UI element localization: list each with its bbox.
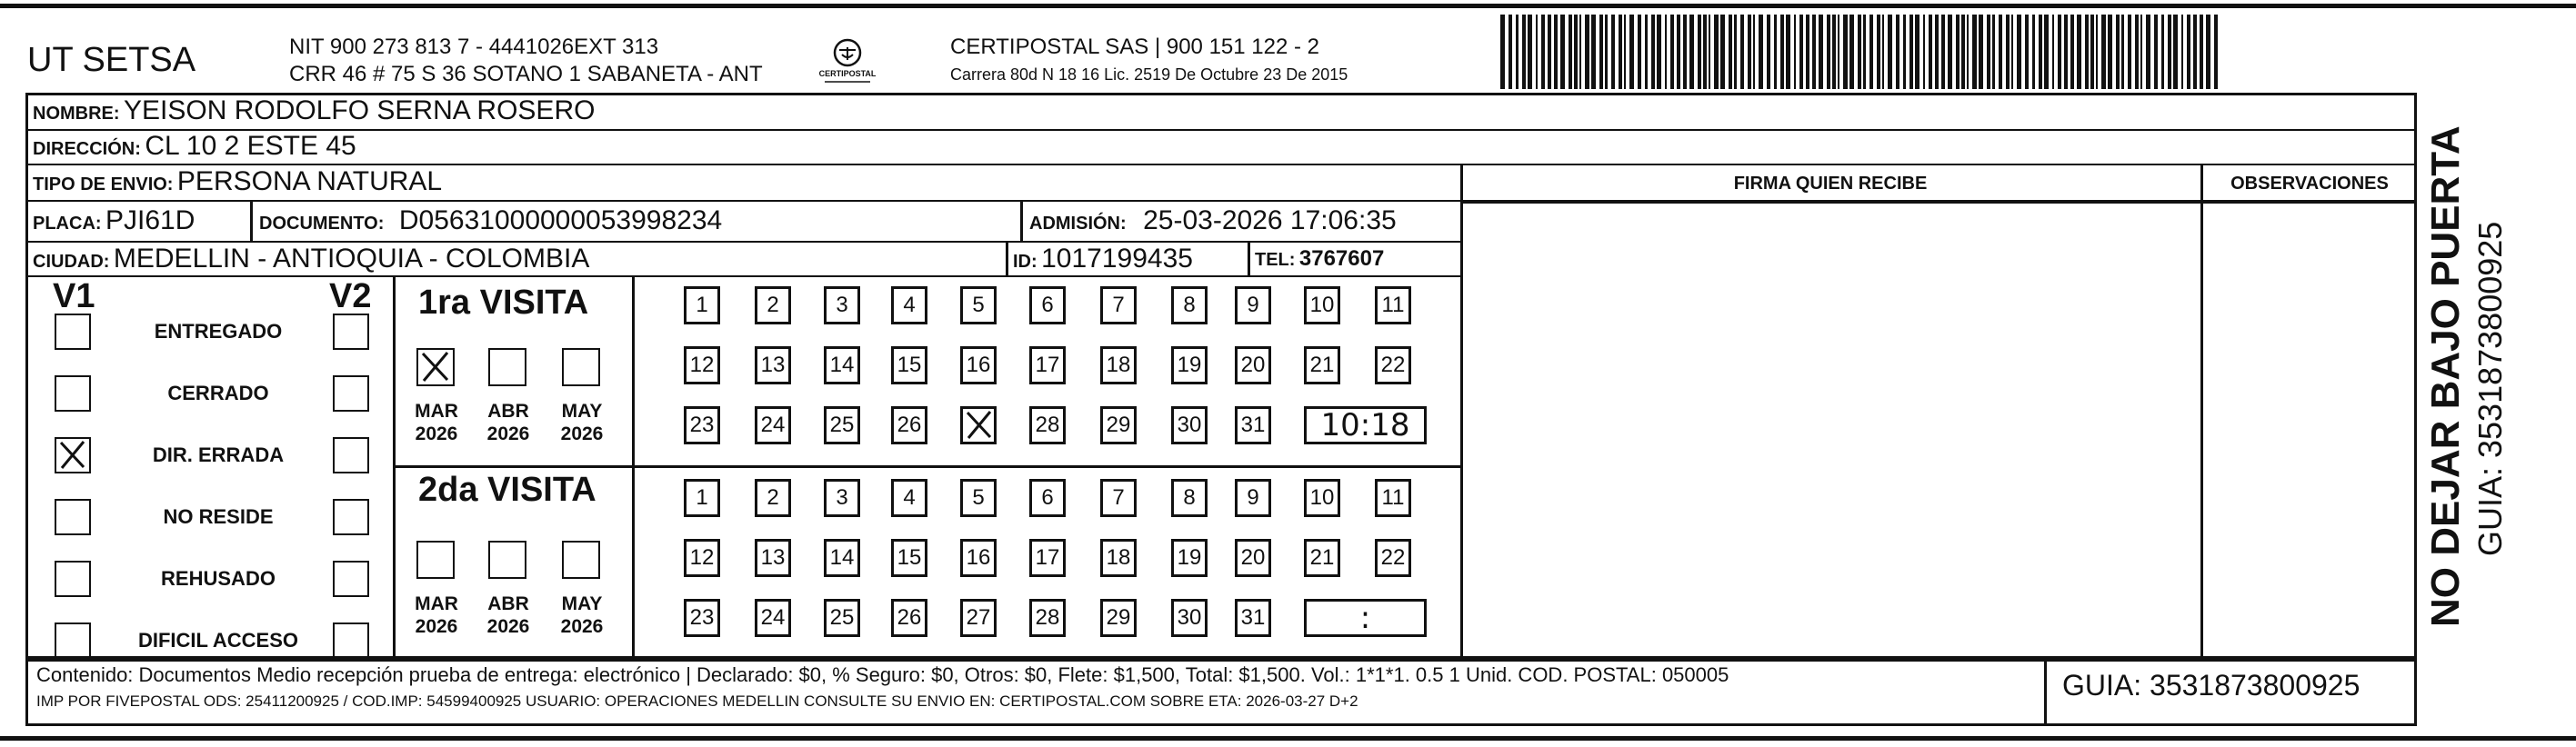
- day-box-20[interactable]: 20: [1235, 539, 1271, 577]
- month-checkbox-abr[interactable]: [488, 541, 526, 579]
- v2-label: V2: [329, 277, 372, 315]
- day-box-30[interactable]: 30: [1171, 406, 1208, 444]
- firma-label: FIRMA QUIEN RECIBE: [1733, 174, 1928, 194]
- day-box-3[interactable]: 3: [824, 286, 860, 324]
- day-box-26[interactable]: 26: [891, 406, 927, 444]
- address-line: CRR 46 # 75 S 36 SOTANO 1 SABANETA - ANT: [289, 62, 763, 86]
- first-visit-label: 1ra VISITA: [418, 284, 589, 322]
- day-box-24[interactable]: 24: [755, 406, 791, 444]
- v1-checkbox-6[interactable]: [55, 622, 91, 659]
- documento-label: DOCUMENTO:: [259, 214, 385, 234]
- status-option-label: NO RESIDE: [163, 505, 274, 528]
- day-box-25[interactable]: 25: [824, 406, 860, 444]
- day-box-14[interactable]: 14: [824, 346, 860, 384]
- documento-field: [259, 205, 722, 241]
- month-checkbox-may[interactable]: [562, 541, 600, 579]
- footer-print-info: IMP POR FIVEPOSTAL ODS: 25411200925 / COD.IMP: 54599400925 USUARIO: OPERACIONES MEDELLIN CONSULTE SU ENVIO EN: CERTIPOSTAL.COM SOBRE ETA: 2026-03-27 D+2: [36, 692, 1358, 710]
- footer-top-rule: [25, 656, 2417, 659]
- day-box-13[interactable]: 13: [755, 539, 791, 577]
- nombre-label: NOMBRE:: [33, 104, 120, 124]
- status-option-label: DIR. ERRADA: [152, 443, 285, 466]
- no-dejar-warning: NO DEJAR BAJO PUERTA: [2423, 125, 2468, 627]
- day-box-18[interactable]: 18: [1100, 346, 1137, 384]
- side-guia-number: GUIA: 3531873800925: [2471, 221, 2509, 556]
- x-mark-icon: [418, 350, 453, 384]
- tipo-envio-field: [33, 166, 442, 202]
- day-box-27[interactable]: 27: [960, 599, 997, 637]
- day-box-29[interactable]: 29: [1100, 599, 1137, 637]
- nit-line: NIT 900 273 813 7 - 4441026EXT 313: [289, 35, 659, 59]
- day-box-4[interactable]: 4: [891, 479, 927, 517]
- day-box-22[interactable]: 22: [1375, 346, 1411, 384]
- v2-checkbox-5[interactable]: [333, 561, 369, 597]
- v2-checkbox-4[interactable]: [333, 499, 369, 535]
- row-divider: [25, 164, 2417, 165]
- tel-field: [1255, 244, 1384, 277]
- month-label: MAR 2026: [415, 401, 458, 444]
- day-box-8[interactable]: 8: [1171, 286, 1208, 324]
- day-box-31[interactable]: 31: [1235, 406, 1271, 444]
- day-box-25[interactable]: 25: [824, 599, 860, 637]
- certipostal-nit: CERTIPOSTAL SAS | 900 151 122 - 2: [950, 35, 1319, 59]
- guia-divider: [2044, 656, 2047, 725]
- day-box-11[interactable]: 11: [1375, 286, 1411, 324]
- status-option-label: ENTREGADO: [154, 320, 283, 343]
- month-label: MAY 2026: [560, 401, 604, 444]
- id-field: [1013, 244, 1193, 279]
- day-box-29[interactable]: 29: [1100, 406, 1137, 444]
- v2-checkbox-1[interactable]: [333, 314, 369, 350]
- certipostal-logo: [814, 35, 882, 89]
- nombre-value: YEISON RODOLFO SERNA ROSERO: [124, 95, 596, 125]
- second-visit-label: 2da VISITA: [418, 471, 596, 509]
- certipostal-license: Carrera 80d N 18 16 Lic. 2519 De Octubre 23 De 2015: [950, 65, 1348, 84]
- month-checkbox-may[interactable]: [562, 348, 600, 386]
- v1-checkbox-1[interactable]: [55, 314, 91, 350]
- day-box-23[interactable]: 23: [684, 599, 720, 637]
- v1-checkbox-5[interactable]: [55, 561, 91, 597]
- day-box-7[interactable]: 7: [1100, 286, 1137, 324]
- day-box-14[interactable]: 14: [824, 539, 860, 577]
- tipo-envio-label: TIPO DE ENVIO:: [33, 174, 174, 194]
- v2-checkbox-6[interactable]: [333, 622, 369, 659]
- day-box-26[interactable]: 26: [891, 599, 927, 637]
- ciudad-field: [33, 244, 589, 279]
- day-box-22[interactable]: 22: [1375, 539, 1411, 577]
- v2-checkbox-2[interactable]: [333, 375, 369, 412]
- day-box-8[interactable]: 8: [1171, 479, 1208, 517]
- placa-divider: [250, 202, 253, 243]
- day-box-19[interactable]: 19: [1171, 346, 1208, 384]
- day-box-4[interactable]: 4: [891, 286, 927, 324]
- month-checkbox-mar[interactable]: [416, 541, 455, 579]
- day-box-30[interactable]: 30: [1171, 599, 1208, 637]
- day-box-15[interactable]: 15: [891, 539, 927, 577]
- month-checkbox-mar[interactable]: [416, 348, 455, 386]
- v1-checkbox-2[interactable]: [55, 375, 91, 412]
- month-label: ABR 2026: [486, 593, 530, 637]
- day-box-13[interactable]: 13: [755, 346, 791, 384]
- admision-label: ADMISIÓN:: [1029, 214, 1127, 234]
- tel-divider: [1248, 241, 1250, 277]
- day-box-17[interactable]: 17: [1029, 346, 1066, 384]
- id-label: ID:: [1013, 252, 1037, 272]
- ciudad-value: MEDELLIN - ANTIOQUIA - COLOMBIA: [113, 244, 590, 274]
- admision-divider: [1020, 202, 1023, 243]
- svg-text:CERTIPOSTAL: CERTIPOSTAL: [818, 69, 877, 78]
- day-box-7[interactable]: 7: [1100, 479, 1137, 517]
- day-box-18[interactable]: 18: [1100, 539, 1137, 577]
- company-name: UT SETSA: [27, 41, 196, 79]
- day-box-19[interactable]: 19: [1171, 539, 1208, 577]
- x-mark-icon: [963, 409, 996, 442]
- day-box-21[interactable]: 21: [1304, 539, 1340, 577]
- day-box-31[interactable]: 31: [1235, 599, 1271, 637]
- day-box-15[interactable]: 15: [891, 346, 927, 384]
- visit-time-box[interactable]: 10:18: [1304, 406, 1427, 444]
- day-box-16[interactable]: 16: [960, 539, 997, 577]
- day-box-2[interactable]: 2: [755, 286, 791, 324]
- v1-checkbox-3[interactable]: [55, 437, 91, 473]
- signature-divider: [1460, 164, 1463, 660]
- tel-value: 3767607: [1298, 246, 1385, 271]
- day-box-12[interactable]: 12: [684, 539, 720, 577]
- signature-header-rule: [1460, 202, 2417, 204]
- barcode: [1500, 15, 2223, 89]
- day-box-10[interactable]: 10: [1304, 479, 1340, 517]
- day-box-10[interactable]: 10: [1304, 286, 1340, 324]
- footer-bottom-rule: [25, 723, 2417, 726]
- visit-time-box[interactable]: :: [1304, 599, 1427, 637]
- footer-right-rule: [2414, 656, 2417, 725]
- day-box-21[interactable]: 21: [1304, 346, 1340, 384]
- bottom-border: [0, 736, 2576, 741]
- certipostal-info: [950, 34, 1348, 88]
- direccion-label: DIRECCIÓN:: [33, 139, 141, 159]
- direccion-field: [33, 131, 356, 166]
- day-box-9[interactable]: 9: [1235, 286, 1271, 324]
- documento-value: D05631000000053998234: [398, 205, 723, 235]
- top-border: [0, 4, 2576, 8]
- day-box-11[interactable]: 11: [1375, 479, 1411, 517]
- day-box-9[interactable]: 9: [1235, 479, 1271, 517]
- row-divider: [25, 241, 1462, 243]
- v1-checkbox-4[interactable]: [55, 499, 91, 535]
- calendar-left-rule: [632, 277, 635, 657]
- day-box-27[interactable]: [960, 406, 997, 444]
- month-label: MAY 2026: [560, 593, 604, 637]
- placa-field: [33, 205, 195, 241]
- company-nit-block: [289, 34, 763, 88]
- footer-content: Contenido: Documentos Medio recepción prueba de entrega: electrónico | Declarado: $0, % Seguro: $0, Otros: $0, Flete: $1,500, Total: $1,500. Vol.: 1*1*1. 0.5 1 Unid. COD. POSTAL: 050005: [36, 663, 1729, 686]
- status-option-label: DIFICIL ACCESO: [137, 629, 298, 652]
- day-box-16[interactable]: 16: [960, 346, 997, 384]
- day-box-3[interactable]: 3: [824, 479, 860, 517]
- day-box-1[interactable]: 1: [684, 286, 720, 324]
- month-label: MAR 2026: [415, 593, 458, 637]
- direccion-value: CL 10 2 ESTE 45: [145, 131, 356, 161]
- id-value: 1017199435: [1041, 244, 1193, 274]
- v1-label: V1: [53, 277, 95, 315]
- day-box-5[interactable]: 5: [960, 479, 997, 517]
- tipo-envio-value: PERSONA NATURAL: [176, 166, 443, 196]
- guia-number: GUIA: 3531873800925: [2062, 669, 2360, 702]
- id-divider: [1006, 241, 1008, 277]
- footer-left-rule: [25, 656, 28, 725]
- month-label: ABR 2026: [486, 401, 530, 444]
- tel-label: TEL:: [1255, 250, 1296, 270]
- firma-header: [1460, 168, 2200, 201]
- observations-divider: [2200, 164, 2203, 660]
- day-box-17[interactable]: 17: [1029, 539, 1066, 577]
- placa-label: PLACA:: [33, 214, 102, 234]
- visit-middle-rule: [393, 465, 1462, 468]
- day-box-20[interactable]: 20: [1235, 346, 1271, 384]
- day-box-6[interactable]: 6: [1029, 286, 1066, 324]
- day-box-1[interactable]: 1: [684, 479, 720, 517]
- placa-value: PJI61D: [105, 205, 195, 235]
- day-box-28[interactable]: 28: [1029, 599, 1066, 637]
- x-mark-icon: [56, 439, 89, 472]
- observaciones-label: OBSERVACIONES: [2230, 174, 2389, 194]
- day-box-23[interactable]: 23: [684, 406, 720, 444]
- day-box-24[interactable]: 24: [755, 599, 791, 637]
- day-box-5[interactable]: 5: [960, 286, 997, 324]
- day-box-6[interactable]: 6: [1029, 479, 1066, 517]
- admision-value: 25-03-2026 17:06:35: [1143, 205, 1397, 235]
- admision-field: [1029, 205, 1397, 241]
- v2-checkbox-3[interactable]: [333, 437, 369, 473]
- nombre-field: [33, 95, 595, 131]
- day-box-12[interactable]: 12: [684, 346, 720, 384]
- status-option-label: CERRADO: [167, 382, 269, 404]
- day-box-2[interactable]: 2: [755, 479, 791, 517]
- ciudad-label: CIUDAD:: [33, 252, 110, 272]
- month-checkbox-abr[interactable]: [488, 348, 526, 386]
- day-box-28[interactable]: 28: [1029, 406, 1066, 444]
- status-option-label: REHUSADO: [161, 567, 276, 590]
- observaciones-header: [2204, 168, 2415, 201]
